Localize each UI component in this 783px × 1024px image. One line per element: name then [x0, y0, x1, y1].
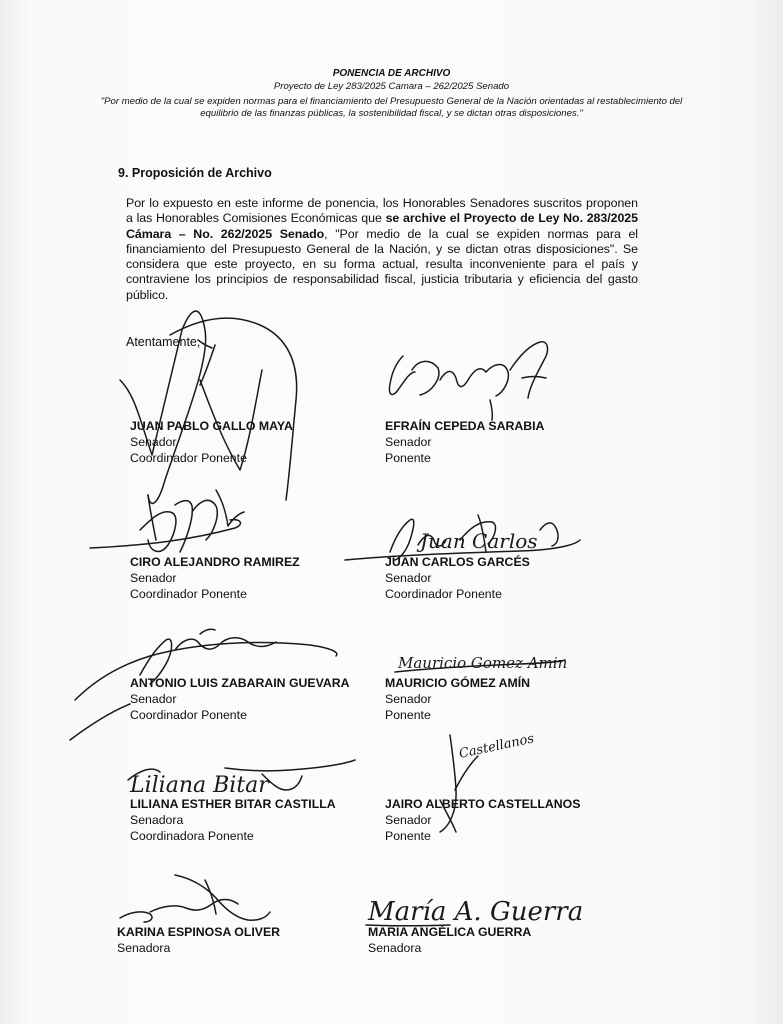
signature-cepeda — [389, 342, 547, 420]
signature-gomez — [395, 654, 567, 672]
signatory-name: JUAN CARLOS GARCÉS — [385, 555, 530, 569]
paragraph-text-1: Por lo expuesto en este informe de ponencia, los Honorables Senadores suscritos proponen a las Honorables Comisiones Económicas que — [126, 196, 638, 226]
signatory-title: Senador — [130, 571, 177, 585]
signature-block — [130, 796, 336, 844]
signatory-title: Senador — [130, 435, 177, 449]
signatory-role: Coordinador Ponente — [130, 587, 247, 601]
signatory-role: Ponente — [385, 829, 431, 843]
signatory-name: ANTONIO LUIS ZABARAIN GUEVARA — [130, 676, 350, 690]
signature-guerra — [366, 897, 583, 927]
signatory-title: Senador — [130, 692, 177, 706]
signatory-title: Senador — [385, 692, 432, 706]
signature-block — [385, 675, 530, 723]
signature-block — [385, 418, 544, 466]
signature-block — [385, 796, 580, 844]
signatory-name: KARINA ESPINOSA OLIVER — [117, 925, 281, 939]
signatory-title: Senadora — [117, 941, 171, 955]
signatory-title: Senadora — [130, 813, 184, 827]
signatory-title: Senadora — [368, 941, 422, 955]
signatory-name: JUAN PABLO GALLO MAYA — [130, 419, 293, 433]
signatory-title: Senador — [385, 435, 432, 449]
signature-text-garces: Juan Carlos — [420, 529, 538, 553]
signature-block — [130, 418, 293, 466]
signature-block — [368, 924, 531, 956]
signatory-name: MAURICIO GÓMEZ AMÍN — [385, 676, 531, 690]
signatory-role: Coordinador Ponente — [130, 451, 247, 465]
signature-text-gomez: Mauricio Gomez Amin — [398, 654, 568, 672]
signatory-role: Ponente — [385, 451, 431, 465]
signature-bitar — [128, 760, 355, 798]
signatory-name: EFRAÍN CEPEDA SARABIA — [385, 419, 545, 433]
body-paragraph — [126, 196, 638, 303]
header-subtitle: Proyecto de Ley 283/2025 Camara – 262/2025 Senado — [273, 81, 510, 92]
section-title: 9. Proposición de Archivo — [118, 166, 272, 180]
signatory-role: Coordinador Ponente — [385, 587, 502, 601]
signature-block — [117, 924, 280, 956]
signature-text-castellanos: Castellanos — [457, 731, 536, 762]
paragraph-bold-text: se archive el Proyecto de Ley No. 283/2025 Cámara – No. 262/2025 Senado — [126, 211, 638, 241]
signature-text-bitar: Liliana Bitar — [130, 773, 269, 798]
signatory-role: Coordinadora Ponente — [130, 829, 254, 843]
signature-text-guerra: María A. Guerra — [368, 897, 584, 927]
signatory-role: Ponente — [385, 708, 431, 722]
signatory-title: Senador — [385, 813, 432, 827]
signature-block — [130, 554, 300, 602]
header-description: "Por medio de la cual se expiden normas para el financiamiento del Presupuesto General de la Nación orientadas al restablecimiento del equilibrio de las finanzas públicas, la sostenibilidad fiscal, y se dictan otras disposiciones." — [100, 96, 683, 119]
header-title: PONENCIA DE ARCHIVO — [332, 68, 451, 79]
paragraph-text-2: , "Por medio de la cual se expiden normas para el financiamiento del Presupuesto General de la Nación, y se dictan otras disposiciones". Se considera que este proyecto, en su forma actual, resulta inconveniente para el país y contraviene los principios de responsabilidad fiscal, justicia tributaria y eficiencia del gasto público. — [126, 226, 638, 302]
signatory-name: LILIANA ESTHER BITAR CASTILLA — [130, 797, 336, 811]
signatory-title: Senador — [385, 571, 432, 585]
signatory-name: JAIRO ALBERTO CASTELLANOS — [385, 797, 581, 811]
signatory-role: Coordinador Ponente — [130, 708, 247, 722]
signature-block — [130, 675, 350, 723]
closing-text: Atentamente, — [126, 335, 201, 349]
signatory-name: CIRO ALEJANDRO RAMIREZ — [130, 555, 300, 569]
signatory-name: MARIA ANGÉLICA GUERRA — [368, 925, 532, 939]
signature-ramirez — [90, 490, 244, 552]
signature-block — [385, 554, 530, 602]
signature-espinosa — [120, 875, 270, 922]
